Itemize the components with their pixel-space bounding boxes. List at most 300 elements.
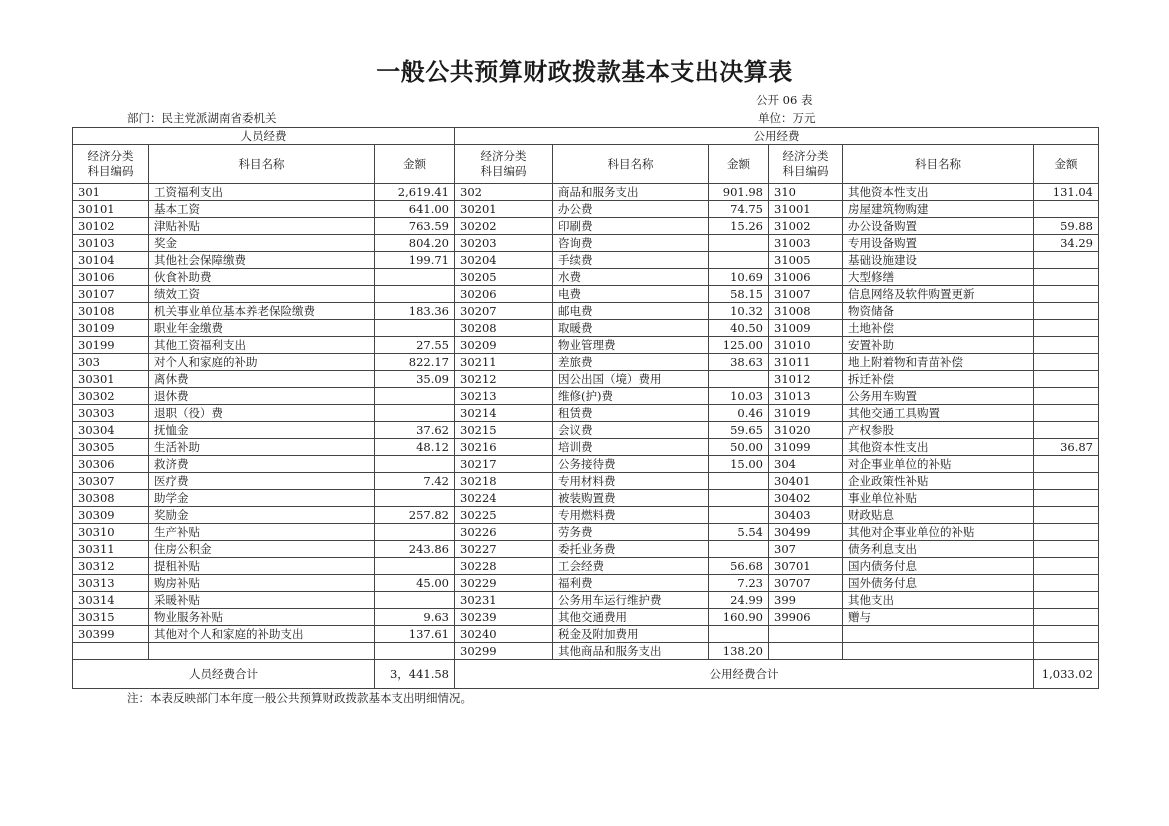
- public-left-name-cell: 水费: [553, 269, 709, 286]
- personnel-amount-cell: 7.42: [375, 473, 455, 490]
- personnel-code-cell: 30303: [73, 405, 149, 422]
- public-right-amount-cell: [1034, 269, 1099, 286]
- personnel-code-cell: 30304: [73, 422, 149, 439]
- personnel-name-cell: 奖金: [149, 235, 375, 252]
- public-right-code-cell: 31008: [769, 303, 843, 320]
- personnel-code-cell: 30107: [73, 286, 149, 303]
- table-row: [73, 609, 1099, 626]
- personnel-name-cell: 其他社会保障缴费: [149, 252, 375, 269]
- public-right-amount-cell: [1034, 371, 1099, 388]
- public-right-amount-header: 金额: [1034, 145, 1099, 184]
- public-left-amount-cell: 5.54: [709, 524, 769, 541]
- public-left-amount-cell: [709, 473, 769, 490]
- personnel-amount-cell: 2,619.41: [375, 184, 455, 201]
- public-left-code-cell: 30206: [455, 286, 553, 303]
- personnel-amount-header: 金额: [375, 145, 455, 184]
- public-left-amount-cell: 40.50: [709, 320, 769, 337]
- public-left-code-cell: 30239: [455, 609, 553, 626]
- table-row: [73, 184, 1099, 201]
- public-left-code-cell: 30228: [455, 558, 553, 575]
- public-left-amount-cell: 50.00: [709, 439, 769, 456]
- personnel-code-cell: 30311: [73, 541, 149, 558]
- public-right-code-cell: 31009: [769, 320, 843, 337]
- public-right-code-cell: 31010: [769, 337, 843, 354]
- public-right-name-header: 科目名称: [843, 145, 1034, 184]
- public-right-name-cell: 财政贴息: [843, 507, 1034, 524]
- public-right-amount-cell: [1034, 320, 1099, 337]
- personnel-amount-cell: 804.20: [375, 235, 455, 252]
- public-right-amount-cell: [1034, 473, 1099, 490]
- public-left-code-cell: 30226: [455, 524, 553, 541]
- personnel-name-cell: 采暖补贴: [149, 592, 375, 609]
- public-left-code-cell: 30240: [455, 626, 553, 643]
- personnel-name-header: 科目名称: [149, 145, 375, 184]
- public-right-name-cell: 赠与: [843, 609, 1034, 626]
- personnel-code-cell: [73, 643, 149, 660]
- table-row: [73, 558, 1099, 575]
- personnel-name-cell: 津贴补贴: [149, 218, 375, 235]
- public-left-amount-cell: 160.90: [709, 609, 769, 626]
- public-left-name-cell: 因公出国（境）费用: [553, 371, 709, 388]
- public-left-code-cell: 30299: [455, 643, 553, 660]
- public-left-code-cell: 30214: [455, 405, 553, 422]
- personnel-code-cell: 30301: [73, 371, 149, 388]
- personnel-name-cell: 购房补贴: [149, 575, 375, 592]
- public-right-code-cell: 31099: [769, 439, 843, 456]
- public-left-name-cell: 维修(护)费: [553, 388, 709, 405]
- public-right-name-cell: 其他对企事业单位的补贴: [843, 524, 1034, 541]
- public-left-code-cell: 30211: [455, 354, 553, 371]
- public-right-amount-cell: [1034, 643, 1099, 660]
- public-right-code-cell: 31006: [769, 269, 843, 286]
- public-left-amount-header: 金额: [709, 145, 769, 184]
- personnel-name-cell: 绩效工资: [149, 286, 375, 303]
- personnel-amount-cell: 137.61: [375, 626, 455, 643]
- public-right-name-cell: 企业政策性补贴: [843, 473, 1034, 490]
- public-left-code-cell: 30208: [455, 320, 553, 337]
- personnel-name-cell: 退休费: [149, 388, 375, 405]
- table-row: [73, 541, 1099, 558]
- personnel-amount-cell: 9.63: [375, 609, 455, 626]
- public-right-amount-cell: [1034, 337, 1099, 354]
- public-left-name-cell: 专用燃料费: [553, 507, 709, 524]
- personnel-amount-cell: 37.62: [375, 422, 455, 439]
- personnel-code-cell: 30104: [73, 252, 149, 269]
- public-left-code-cell: 30207: [455, 303, 553, 320]
- public-right-name-cell: 其他资本性支出: [843, 184, 1034, 201]
- department-label: 部门：民主党派湖南省委机关: [127, 111, 277, 125]
- public-left-name-cell: 其他交通费用: [553, 609, 709, 626]
- public-right-amount-cell: [1034, 456, 1099, 473]
- table-row: [73, 422, 1099, 439]
- public-left-name-cell: 电费: [553, 286, 709, 303]
- public-right-amount-cell: 131.04: [1034, 184, 1099, 201]
- table-row: [73, 371, 1099, 388]
- personnel-name-cell: 奖励金: [149, 507, 375, 524]
- public-left-amount-cell: 38.63: [709, 354, 769, 371]
- public-left-name-cell: 差旅费: [553, 354, 709, 371]
- personnel-code-cell: 30307: [73, 473, 149, 490]
- public-right-amount-cell: [1034, 575, 1099, 592]
- public-right-code-cell: 31020: [769, 422, 843, 439]
- public-right-code-cell: 30401: [769, 473, 843, 490]
- public-left-code-cell: 30203: [455, 235, 553, 252]
- public-right-name-cell: 公务用车购置: [843, 388, 1034, 405]
- public-right-name-cell: 债务利息支出: [843, 541, 1034, 558]
- public-right-name-cell: 物资储备: [843, 303, 1034, 320]
- personnel-name-cell: 抚恤金: [149, 422, 375, 439]
- public-left-name-cell: 其他商品和服务支出: [553, 643, 709, 660]
- public-left-amount-cell: 10.69: [709, 269, 769, 286]
- public-right-amount-cell: [1034, 252, 1099, 269]
- public-right-code-cell: 30701: [769, 558, 843, 575]
- personnel-name-cell: 住房公积金: [149, 541, 375, 558]
- table-row: [73, 218, 1099, 235]
- table-row: [73, 303, 1099, 320]
- personnel-amount-cell: 48.12: [375, 439, 455, 456]
- public-right-code-cell: 31003: [769, 235, 843, 252]
- public-right-amount-cell: [1034, 609, 1099, 626]
- public-right-name-cell: 其他资本性支出: [843, 439, 1034, 456]
- column-header-row: [73, 145, 1099, 184]
- public-left-name-cell: 商品和服务支出: [553, 184, 709, 201]
- personnel-name-cell: 机关事业单位基本养老保险缴费: [149, 303, 375, 320]
- public-left-code-cell: 30225: [455, 507, 553, 524]
- public-left-name-cell: 邮电费: [553, 303, 709, 320]
- public-right-code-cell: 30499: [769, 524, 843, 541]
- public-right-name-cell: 专用设备购置: [843, 235, 1034, 252]
- public-right-name-cell: 地上附着物和青苗补偿: [843, 354, 1034, 371]
- public-left-amount-cell: [709, 252, 769, 269]
- personnel-name-cell: 其他对个人和家庭的补助支出: [149, 626, 375, 643]
- personnel-code-cell: 30312: [73, 558, 149, 575]
- personnel-amount-cell: 822.17: [375, 354, 455, 371]
- public-left-code-cell: 30213: [455, 388, 553, 405]
- totals-row: [73, 660, 1099, 689]
- table-row: [73, 592, 1099, 609]
- table-row: [73, 320, 1099, 337]
- personnel-code-cell: 30103: [73, 235, 149, 252]
- public-left-code-cell: 30205: [455, 269, 553, 286]
- public-right-code-cell: 30403: [769, 507, 843, 524]
- public-left-amount-cell: [709, 235, 769, 252]
- personnel-name-cell: 其他工资福利支出: [149, 337, 375, 354]
- personnel-name-cell: 医疗费: [149, 473, 375, 490]
- public-right-name-cell: 其他交通工具购置: [843, 405, 1034, 422]
- public-left-amount-cell: [709, 490, 769, 507]
- personnel-name-cell: 离休费: [149, 371, 375, 388]
- public-left-amount-cell: 901.98: [709, 184, 769, 201]
- public-left-name-cell: 办公费: [553, 201, 709, 218]
- public-right-code-header: 经济分类 科目编码: [769, 145, 843, 184]
- personnel-name-cell: 助学金: [149, 490, 375, 507]
- table-row: [73, 507, 1099, 524]
- personnel-name-cell: 救济费: [149, 456, 375, 473]
- public-left-amount-cell: 0.46: [709, 405, 769, 422]
- public-left-name-cell: 取暖费: [553, 320, 709, 337]
- personnel-amount-cell: 257.82: [375, 507, 455, 524]
- public-left-amount-cell: 10.03: [709, 388, 769, 405]
- personnel-amount-cell: [375, 286, 455, 303]
- public-left-amount-cell: 15.00: [709, 456, 769, 473]
- table-row: [73, 388, 1099, 405]
- public-right-code-cell: 31011: [769, 354, 843, 371]
- table-row: [73, 269, 1099, 286]
- public-right-amount-cell: [1034, 354, 1099, 371]
- personnel-name-cell: 基本工资: [149, 201, 375, 218]
- public-right-code-cell: 307: [769, 541, 843, 558]
- public-left-amount-cell: 24.99: [709, 592, 769, 609]
- public-right-name-cell: 土地补偿: [843, 320, 1034, 337]
- public-right-name-cell: 国外债务付息: [843, 575, 1034, 592]
- personnel-amount-cell: [375, 320, 455, 337]
- public-right-amount-cell: [1034, 201, 1099, 218]
- public-right-name-cell: 办公设备购置: [843, 218, 1034, 235]
- public-left-amount-cell: 74.75: [709, 201, 769, 218]
- personnel-code-cell: 30305: [73, 439, 149, 456]
- public-right-code-cell: 31007: [769, 286, 843, 303]
- public-left-code-cell: 30216: [455, 439, 553, 456]
- public-right-amount-cell: 34.29: [1034, 235, 1099, 252]
- table-row: [73, 473, 1099, 490]
- personnel-amount-cell: 641.00: [375, 201, 455, 218]
- public-left-name-cell: 公务用车运行维护费: [553, 592, 709, 609]
- public-left-code-cell: 302: [455, 184, 553, 201]
- public-left-code-cell: 30202: [455, 218, 553, 235]
- public-left-amount-cell: [709, 626, 769, 643]
- personnel-amount-cell: 199.71: [375, 252, 455, 269]
- public-right-name-cell: 拆迁补偿: [843, 371, 1034, 388]
- table-row: [73, 405, 1099, 422]
- public-right-amount-cell: [1034, 507, 1099, 524]
- public-left-code-cell: 30204: [455, 252, 553, 269]
- personnel-amount-cell: 45.00: [375, 575, 455, 592]
- public-right-name-cell: [843, 626, 1034, 643]
- public-right-code-cell: [769, 643, 843, 660]
- personnel-name-cell: 伙食补助费: [149, 269, 375, 286]
- unit-label: 单位：万元: [758, 111, 816, 125]
- personnel-amount-cell: 183.36: [375, 303, 455, 320]
- personnel-code-cell: 30399: [73, 626, 149, 643]
- public-right-code-cell: 304: [769, 456, 843, 473]
- public-right-code-cell: 31012: [769, 371, 843, 388]
- public-total-amount: 1,033.02: [1034, 660, 1099, 689]
- public-left-name-header: 科目名称: [553, 145, 709, 184]
- personnel-group-header: 人员经费: [73, 128, 455, 145]
- public-right-amount-cell: [1034, 592, 1099, 609]
- table-row: [73, 439, 1099, 456]
- table-row: [73, 252, 1099, 269]
- public-right-code-cell: 31001: [769, 201, 843, 218]
- public-left-code-cell: 30229: [455, 575, 553, 592]
- form-number: 公开 06 表: [756, 93, 813, 107]
- public-left-amount-cell: [709, 371, 769, 388]
- personnel-name-cell: 物业服务补贴: [149, 609, 375, 626]
- public-right-code-cell: [769, 626, 843, 643]
- public-left-name-cell: 税金及附加费用: [553, 626, 709, 643]
- public-right-name-cell: 房屋建筑物购建: [843, 201, 1034, 218]
- personnel-code-cell: 30308: [73, 490, 149, 507]
- personnel-amount-cell: [375, 524, 455, 541]
- public-right-code-cell: 310: [769, 184, 843, 201]
- public-left-code-cell: 30209: [455, 337, 553, 354]
- personnel-code-cell: 30199: [73, 337, 149, 354]
- public-left-name-cell: 培训费: [553, 439, 709, 456]
- personnel-code-cell: 30302: [73, 388, 149, 405]
- table-row: [73, 626, 1099, 643]
- personnel-name-cell: [149, 643, 375, 660]
- personnel-amount-cell: [375, 388, 455, 405]
- public-right-amount-cell: [1034, 524, 1099, 541]
- personnel-amount-cell: [375, 643, 455, 660]
- public-right-amount-cell: 36.87: [1034, 439, 1099, 456]
- public-left-code-cell: 30201: [455, 201, 553, 218]
- public-right-amount-cell: [1034, 626, 1099, 643]
- personnel-amount-cell: [375, 269, 455, 286]
- personnel-amount-cell: [375, 405, 455, 422]
- personnel-name-cell: 退职（役）费: [149, 405, 375, 422]
- public-left-name-cell: 物业管理费: [553, 337, 709, 354]
- public-left-name-cell: 手续费: [553, 252, 709, 269]
- public-right-code-cell: 30402: [769, 490, 843, 507]
- personnel-total-amount: 3，441.58: [375, 660, 455, 689]
- personnel-code-cell: 30309: [73, 507, 149, 524]
- page-title: 一般公共预算财政拨款基本支出决算表: [376, 58, 793, 86]
- public-right-code-cell: 39906: [769, 609, 843, 626]
- public-right-code-cell: 31002: [769, 218, 843, 235]
- public-left-name-cell: 专用材料费: [553, 473, 709, 490]
- personnel-name-cell: 生产补贴: [149, 524, 375, 541]
- public-left-amount-cell: 125.00: [709, 337, 769, 354]
- personnel-code-cell: 303: [73, 354, 149, 371]
- public-right-name-cell: 大型修缮: [843, 269, 1034, 286]
- public-right-name-cell: 国内债务付息: [843, 558, 1034, 575]
- table-body: [73, 184, 1099, 660]
- public-right-name-cell: 对企事业单位的补贴: [843, 456, 1034, 473]
- public-left-amount-cell: [709, 507, 769, 524]
- table-row: [73, 201, 1099, 218]
- public-right-amount-cell: [1034, 388, 1099, 405]
- public-left-code-cell: 30215: [455, 422, 553, 439]
- budget-table: [72, 127, 1099, 689]
- personnel-name-cell: 工资福利支出: [149, 184, 375, 201]
- public-left-code-cell: 30212: [455, 371, 553, 388]
- personnel-code-header: 经济分类 科目编码: [73, 145, 149, 184]
- personnel-code-cell: 30306: [73, 456, 149, 473]
- public-right-name-cell: 产权参股: [843, 422, 1034, 439]
- public-left-amount-cell: 10.32: [709, 303, 769, 320]
- table-row: [73, 490, 1099, 507]
- public-right-code-cell: 31019: [769, 405, 843, 422]
- public-left-code-header: 经济分类 科目编码: [455, 145, 553, 184]
- public-total-label: 公用经费合计: [455, 660, 1034, 689]
- public-right-amount-cell: [1034, 541, 1099, 558]
- public-right-name-cell: 其他支出: [843, 592, 1034, 609]
- footnote: 注：本表反映部门本年度一般公共预算财政拨款基本支出明细情况。: [127, 691, 472, 705]
- personnel-code-cell: 30109: [73, 320, 149, 337]
- public-left-name-cell: 工会经费: [553, 558, 709, 575]
- personnel-total-label: 人员经费合计: [73, 660, 375, 689]
- public-left-code-cell: 30227: [455, 541, 553, 558]
- table-row: [73, 456, 1099, 473]
- personnel-amount-cell: [375, 490, 455, 507]
- public-right-amount-cell: 59.88: [1034, 218, 1099, 235]
- personnel-code-cell: 30101: [73, 201, 149, 218]
- table-row: [73, 524, 1099, 541]
- public-left-amount-cell: 15.26: [709, 218, 769, 235]
- public-left-amount-cell: 138.20: [709, 643, 769, 660]
- public-left-name-cell: 公务接待费: [553, 456, 709, 473]
- public-left-name-cell: 被装购置费: [553, 490, 709, 507]
- personnel-amount-cell: [375, 592, 455, 609]
- personnel-code-cell: 30108: [73, 303, 149, 320]
- public-left-amount-cell: 7.23: [709, 575, 769, 592]
- public-left-name-cell: 劳务费: [553, 524, 709, 541]
- public-right-amount-cell: [1034, 303, 1099, 320]
- personnel-amount-cell: [375, 558, 455, 575]
- personnel-code-cell: 30314: [73, 592, 149, 609]
- public-left-name-cell: 会议费: [553, 422, 709, 439]
- public-left-amount-cell: 58.15: [709, 286, 769, 303]
- public-right-code-cell: 399: [769, 592, 843, 609]
- public-right-name-cell: 安置补助: [843, 337, 1034, 354]
- public-right-code-cell: 31005: [769, 252, 843, 269]
- table-row: [73, 337, 1099, 354]
- personnel-code-cell: 30102: [73, 218, 149, 235]
- public-right-amount-cell: [1034, 405, 1099, 422]
- public-right-amount-cell: [1034, 422, 1099, 439]
- personnel-amount-cell: 35.09: [375, 371, 455, 388]
- public-right-amount-cell: [1034, 490, 1099, 507]
- personnel-code-cell: 301: [73, 184, 149, 201]
- public-left-code-cell: 30231: [455, 592, 553, 609]
- personnel-code-cell: 30106: [73, 269, 149, 286]
- table-row: [73, 643, 1099, 660]
- public-left-name-cell: 咨询费: [553, 235, 709, 252]
- table-row: [73, 235, 1099, 252]
- personnel-name-cell: 生活补助: [149, 439, 375, 456]
- table-row: [73, 354, 1099, 371]
- personnel-amount-cell: 763.59: [375, 218, 455, 235]
- public-right-code-cell: 31013: [769, 388, 843, 405]
- personnel-code-cell: 30310: [73, 524, 149, 541]
- public-left-amount-cell: 59.65: [709, 422, 769, 439]
- personnel-amount-cell: 27.55: [375, 337, 455, 354]
- personnel-name-cell: 对个人和家庭的补助: [149, 354, 375, 371]
- public-left-code-cell: 30217: [455, 456, 553, 473]
- public-right-amount-cell: [1034, 286, 1099, 303]
- public-left-amount-cell: [709, 541, 769, 558]
- personnel-code-cell: 30313: [73, 575, 149, 592]
- group-header-row: [73, 128, 1099, 145]
- public-right-name-cell: 事业单位补贴: [843, 490, 1034, 507]
- personnel-name-cell: 提租补贴: [149, 558, 375, 575]
- public-left-amount-cell: 56.68: [709, 558, 769, 575]
- public-left-name-cell: 福利费: [553, 575, 709, 592]
- public-group-header: 公用经费: [455, 128, 1099, 145]
- public-right-name-cell: 基础设施建设: [843, 252, 1034, 269]
- personnel-amount-cell: [375, 456, 455, 473]
- public-left-name-cell: 租赁费: [553, 405, 709, 422]
- public-right-code-cell: 30707: [769, 575, 843, 592]
- public-right-amount-cell: [1034, 558, 1099, 575]
- public-right-name-cell: [843, 643, 1034, 660]
- public-left-code-cell: 30224: [455, 490, 553, 507]
- public-left-name-cell: 委托业务费: [553, 541, 709, 558]
- personnel-name-cell: 职业年金缴费: [149, 320, 375, 337]
- personnel-code-cell: 30315: [73, 609, 149, 626]
- public-left-name-cell: 印刷费: [553, 218, 709, 235]
